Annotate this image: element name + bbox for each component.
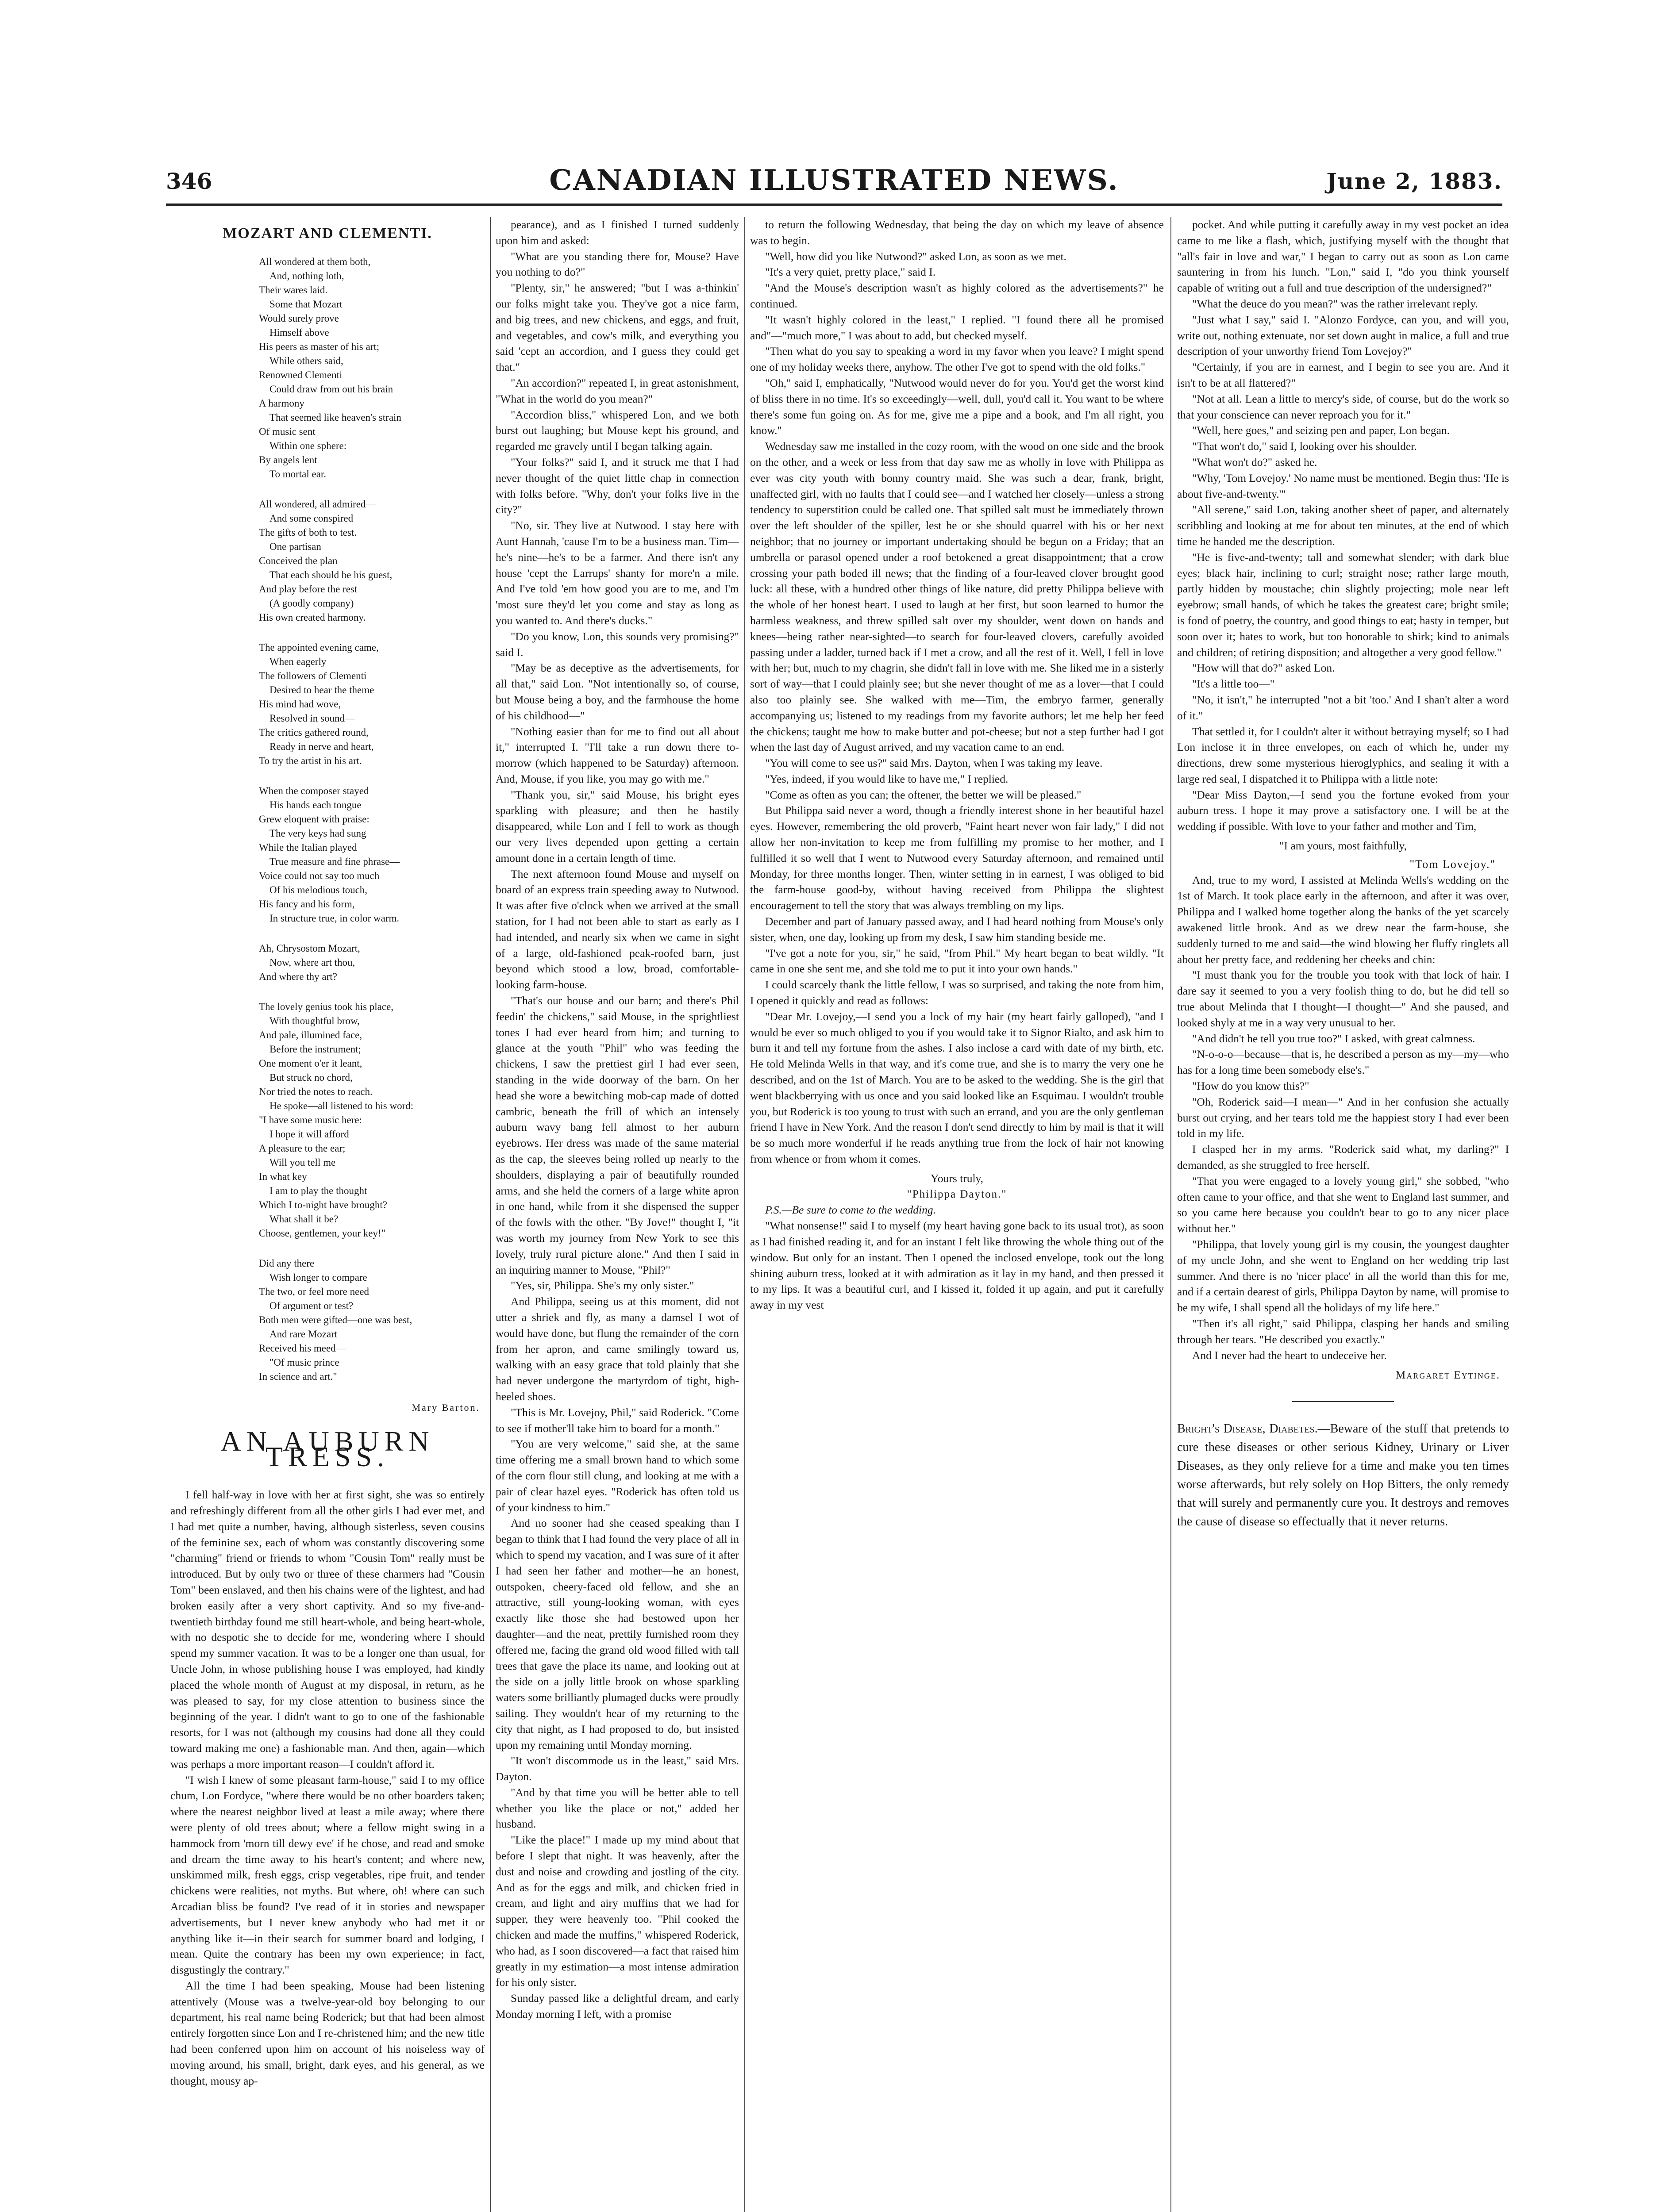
paragraph: "What nonsense!" said I to myself (my heart having gone back to its usual trot), as soon as I had finished reading it, and for an instant I felt like throwing the whole thing out of the window. But only for an instant. Then I opened the inclosed envelope, took out the long shining auburn tress, looked at it with admiration as it lay in my hand, and then pressed it to my lips. It was a beautiful curl, and I kissed it, folded it up again, and put it carefully away in my vest bbox=[750, 1219, 1164, 1312]
paragraph: I fell half-way in love with her at first sight, she was so entirely and refreshingly different from all the other girls I had ever met, and I had met quite a number, having, although sisterless, seven cousins of the feminine sex, each of whom was constantly discovering some "charming" friend or friends to whom "Cousin Tom" really must be introduced. But by only two or three of these charmers had "Cousin Tom" been enslaved, and then his chains were of the lightest, and had broken easily after a very short captivity. And so my five-and-twentieth birthday found me still heart-whole, and being heart-whole, with no despotic she to decide for me, wondering where I should spend my summer vacation. It was to be a longer one than usual, for Uncle John, in whose publishing house I was employed, had kindly placed the whole month of August at my disposal, in return, as he was pleased to say, for my close attention to business since the beginning of the year. I didn't want to go to one of the fashionable resorts, for I was not (although my cousins had done all they could toward making me one) a fashionable man. And then, again—which was perhaps a more important reason—I couldn't afford it. bbox=[170, 1488, 485, 1770]
paragraph: And Philippa, seeing us at this moment, did not utter a shriek and fly, as many a damsel I wot of would have done, but flung the remainder of the corn from her apron, and came smilingly toward us, walking with an easy grace that told plainly that she had never undergone the martyrdom of tight, high-heeled shoes. bbox=[496, 1295, 739, 1403]
poem-line: And pale, illumined face, bbox=[259, 1029, 362, 1041]
column-4 bbox=[1177, 217, 1509, 2212]
poem-line: Could draw from out his brain bbox=[269, 383, 393, 395]
paragraph: pocket. And while putting it carefully away in my vest pocket an idea came to me like a flash, which, justifying myself with the thought that "all's fair in love and war," I began to carry out as soon as Lon came sauntering in from his lunch. "Lon," said I, "do you think yourself capable of writing out a full and true description of the undersigned?" bbox=[1177, 218, 1509, 295]
paragraph: "No, it isn't," he interrupted "not a bit 'too.' And I shan't alter a word of it." bbox=[1177, 693, 1509, 722]
paragraph: "Thank you, sir," said Mouse, his bright eyes sparkling with pleasure; and then he hastily disappeared, while Lon and I fell to work as though our very lives depended upon getting a certain amount done in a certain length of time. bbox=[496, 788, 739, 864]
poem-line: "Of music prince bbox=[269, 1356, 339, 1368]
poem-line: Received his meed— bbox=[259, 1342, 346, 1354]
poem-line: Voice could not say too much bbox=[259, 870, 380, 881]
poem-line: Did any there bbox=[259, 1257, 315, 1269]
poem-line: A pleasure to the ear; bbox=[259, 1142, 346, 1154]
poem-line: Some that Mozart bbox=[269, 298, 343, 310]
paragraph: "He is five-and-twenty; tall and somewhat slender; with dark blue eyes; black hair, inclining to curl; straight nose; rather large mouth, partly hidden by moustache; chin slightly projecting; mole near left eyebrow; small hands, of which he takes the greatest care; bright smile; is fond of poetry, the country, and good things to eat; hasty in temper, but soon over it; hates to work, but too honorable to shirk; kind to animals and children; of retiring disposition; and altogether a very good fellow." bbox=[1177, 550, 1509, 659]
paragraph: "Dear Miss Dayton,—I send you the fortune evoked from your auburn tress. I hope it may prove a satisfactory one. I will be at the wedding if possible. With love to your father and mother and Tim, bbox=[1177, 788, 1509, 833]
paragraph: "Yes, indeed, if you would like to have me," I replied. bbox=[765, 772, 1009, 785]
poem-line: But struck no chord, bbox=[269, 1071, 353, 1083]
paragraph: "Plenty, sir," he answered; "but I was a-thinkin' our folks might take you. They've got a nice farm, and big trees, and new chickens, and eggs, and fruit, and vegetables, and cow's milk, and everything you said 'cept an accordion, and I guess they could get that." bbox=[496, 281, 739, 374]
poem-line: His hands each tongue bbox=[269, 799, 362, 810]
advertisement-text: —Beware of the stuff that pretends to cure these diseases or other serious Kidney, Urinary or Liver Diseases, as they only relieve for a time and make you ten times worse afterwards, but rely solely on Hop Bitters, the only remedy that will surely and permanently cure you. It destroys and removes the cause of disease so effectually that it never returns. bbox=[1177, 1422, 1509, 1529]
letter-closing: Yours truly, bbox=[930, 1171, 984, 1185]
paragraph: "Yes, sir, Philippa. She's my only sister." bbox=[511, 1279, 694, 1292]
poem-line: Before the instrument; bbox=[269, 1043, 361, 1055]
poem-line: The critics gathered round, bbox=[259, 726, 369, 738]
paragraph: "An accordion?" repeated I, in great astonishment, "What in the world do you mean?" bbox=[496, 376, 739, 405]
poem-title: MOZART AND CLEMENTI. bbox=[223, 225, 432, 242]
paragraph: "Do you know, Lon, this sounds very promising?" said I. bbox=[496, 630, 739, 659]
paragraph: I clasped her in my arms. "Roderick said what, my darling?" I demanded, as she struggled to free herself. bbox=[1177, 1143, 1509, 1172]
poem-line: Both men were gifted—one was best, bbox=[259, 1314, 412, 1325]
poem-line: Resolved in sound— bbox=[269, 712, 355, 724]
poem-line: Their wares laid. bbox=[259, 284, 328, 296]
paragraph: "N-o-o-o—because—that is, he described a person as my—my—who has for a long time been somebody else's." bbox=[1177, 1048, 1509, 1077]
paragraph: "And didn't he tell you true too?" I asked, with great calmness. bbox=[1192, 1032, 1475, 1045]
poem-line: A harmony bbox=[259, 397, 304, 409]
paragraph: "It wasn't highly colored in the least," I replied. "I found there all he promised and"—"much more," I was about to add, but checked myself. bbox=[750, 313, 1164, 342]
poem-line: One moment o'er it leant, bbox=[259, 1057, 362, 1069]
poem-line: Renowned Clementi bbox=[259, 369, 343, 380]
poem-line: The gifts of both to test. bbox=[259, 526, 357, 538]
story-author: Margaret Eytinge. bbox=[1396, 1369, 1500, 1382]
paragraph: "How do you know this?" bbox=[1192, 1079, 1309, 1093]
poem-line: And play before the rest bbox=[259, 583, 358, 595]
paragraph: "Well, how did you like Nutwood?" asked Lon, as soon as we met. bbox=[765, 250, 1066, 263]
poem-line: When eagerly bbox=[269, 656, 327, 667]
paragraph: "What won't do?" asked he. bbox=[1192, 455, 1317, 469]
paragraph: Sunday passed like a delightful dream, and early Monday morning I left, with a promise bbox=[496, 1992, 739, 2021]
paragraph: "Dear Mr. Lovejoy,—I send you a lock of my hair (my heart fairly galloped), "and I would be ever so much obliged to you if you would take it to Signor Rialto, and ask him to burn it and tell my fortune from the ashes. I also inclose a card with date of my birth, etc. He told Melinda Wells in that way, and it's come true, and she is to marry the very one he described, and on the 1st of March. You are to be asked to the wedding. She is the girl that went blackberrying with us once and you said looked like an Esquimau. I wouldn't trouble you, but Roderick is too young to trust with such an errand, and you are the only gentleman friend I have in New York. And the reason I don't send directly to him by mail is that it will be so much more wonderful if he reads anything true from the lock of hair not knowing from whence or from whom it comes. bbox=[750, 1010, 1164, 1166]
paragraph: December and part of January passed away, and I had heard nothing from Mouse's only sister, when, one day, looking up from my desk, I saw him standing beside me. bbox=[750, 915, 1164, 944]
paragraph: "Well, here goes," and seizing pen and paper, Lon began. bbox=[1192, 424, 1450, 437]
poem-stanza bbox=[259, 497, 485, 625]
paragraph: "You will come to see us?" said Mrs. Dayton, when I was taking my leave. bbox=[765, 757, 1103, 770]
poem-line: Of his melodious touch, bbox=[269, 884, 368, 895]
paragraph: "Oh," said I, emphatically, "Nutwood would never do for you. You'd get the worst kind of bliss there in no time. It's so exceedingly—well, dull, you'd call it. You want to be where there's some fun going on. As for me, give me a pipe and a book, and I'm all right, you know." bbox=[750, 376, 1164, 437]
column-rule bbox=[744, 217, 745, 2212]
page-header bbox=[166, 150, 1502, 206]
paragraph: "No, sir. They live at Nutwood. I stay here with Aunt Hannah, 'cause I'm to be a business man. Tim—he's nine—he's to be a farmer. And there isn't any house 'cept the Larrups' shanty for more'n a mile. And I've told 'em how good you are to me, and I'm 'most sure they'd let you come and stay as long as you wanted to. And there's ducks." bbox=[496, 519, 739, 627]
poem-line: Wish longer to compare bbox=[269, 1271, 367, 1283]
paragraph: Wednesday saw me installed in the cozy room, with the wood on one side and the brook on the other, and a week or less from that day saw me as wholly in love with Philippa as ever was city youth with bonny country maid. She was such a dear, frank, bright, unaffected girl, with no faults that I could see—and I watched her closely—unless a strong tendency to superstition could be called one. That spilled salt must be immediately thrown over the left shoulder of the spiller, lest he or she should quarrel with his or her next neighbor; that no journey or important undertaking should be begun on a Friday; that an umbrella or parasol opened under a roof betokened a great disappointment; that a crow crossing your path boded ill news; that the finding of a four-leaved clover brought good luck: all these, with a hundred other things of like nature, did pretty Philippa believe with the whole of her honest heart. I used to laugh at her first, but soon learned to humor the harmless weakness, and threw spilled salt over my shoulder, went down on hands and knees—being rather near-sighted—to search for four-leaved clovers, carefully avoided passing under a ladder, turned back if I met a crow, and all the rest of it. Well, I fell in love with her; but, much to my chagrin, she didn't fall in love with me. She liked me in a sisterly sort of way—that I could plainly see; but she never thought of me as a lover—that I could also too plainly see. She walked with me—Tim, the embryo farmer, generally accompanying us; listened to my readings from my favorite authors; let me help her feed the chickens; taught me how to make butter and pot-cheese; but not a step further had I got when the last day of August arrived, and my vacation came to an end. bbox=[750, 440, 1164, 754]
paragraph: pearance), and as I finished I turned suddenly upon him and asked: bbox=[496, 218, 739, 247]
paragraph: "It's a little too—" bbox=[1192, 677, 1275, 691]
poem-stanza bbox=[259, 941, 485, 984]
paragraph: "This is Mr. Lovejoy, Phil," said Roderick. "Come to see if mother'll take him to board for a month." bbox=[496, 1406, 739, 1435]
poem-line: Of music sent bbox=[259, 426, 316, 437]
advertisement-heading: Bright's Disease, Diabetes. bbox=[1177, 1422, 1318, 1436]
column-3 bbox=[750, 217, 1164, 2212]
poem-line: True measure and fine phrase— bbox=[269, 856, 400, 867]
poem-line: He spoke—all listened to his word: bbox=[269, 1100, 414, 1111]
poem-line: Now, where art thou, bbox=[269, 956, 355, 968]
paragraph: "Then it's all right," said Philippa, clasping her hands and smiling through her tears. "He described you exactly." bbox=[1177, 1317, 1509, 1346]
poem-line: Of argument or test? bbox=[269, 1300, 354, 1311]
poem-line: Desired to hear the theme bbox=[269, 684, 374, 695]
poem-line: With thoughtful brow, bbox=[269, 1015, 360, 1026]
poem-line: While the Italian played bbox=[259, 841, 357, 853]
poem-line: While others said, bbox=[269, 355, 343, 366]
letter-postscript: P.S.—Be sure to come to the wedding. bbox=[765, 1203, 936, 1217]
poem-line: And some conspired bbox=[269, 512, 354, 524]
paragraph: "It won't discommode us in the least," said Mrs. Dayton. bbox=[496, 1754, 739, 1783]
paragraph: "Nothing easier than for me to find out all about it," interrupted I. "I'll take a run down there to-morrow (which happened to be Saturday) afternoon. And, Mouse, if you like, you may go with me." bbox=[496, 725, 739, 785]
page-number: 346 bbox=[166, 168, 212, 194]
poem-stanza bbox=[259, 1256, 485, 1384]
poem-line: In science and art." bbox=[259, 1371, 337, 1382]
poem-line: I am to play the thought bbox=[269, 1185, 367, 1196]
poem-line: What shall it be? bbox=[269, 1213, 339, 1225]
poem-line: His fancy and his form, bbox=[259, 898, 355, 910]
letter-signature: "Philippa Dayton." bbox=[907, 1188, 1007, 1200]
paragraph: "Why, 'Tom Lovejoy.' No name must be mentioned. Begin thus: 'He is about five-and-twenty.'" bbox=[1177, 471, 1509, 500]
poem-line: Will you tell me bbox=[269, 1156, 336, 1168]
poem-stanza bbox=[259, 1000, 485, 1240]
paragraph: "It's a very quiet, pretty place," said I. bbox=[765, 265, 936, 279]
poem-line: To mortal ear. bbox=[269, 468, 327, 480]
poem-line: His own created harmony. bbox=[259, 611, 366, 623]
story-body-col4-continued bbox=[1177, 872, 1509, 1363]
poem-line: The lovely genius took his place, bbox=[259, 1001, 394, 1012]
paragraph: "And by that time you will be better able to tell whether you like the place or not," added her husband. bbox=[496, 1786, 739, 1831]
poem-line: In structure true, in color warm. bbox=[269, 912, 400, 924]
paragraph: And, true to my word, I assisted at Melinda Wells's wedding on the 1st of March. It took place early in the afternoon, and after it was over, Philippa and I walked home together along the banks of the yet scarcely awakened little brook. And as we drew near the farm-house, she suddenly turned to me and said—the wind blowing her fluffy ringlets all about her pretty face, and reddening her cheeks and chin: bbox=[1177, 873, 1509, 966]
paragraph: "I must thank you for the trouble you took with that lock of hair. I dare say it seemed to you a very foolish thing to do, but he did tell so true about Melinda that I thought—I thought—" And she paused, and looked shyly at me in a way very unusual to her. bbox=[1177, 968, 1509, 1029]
poem-line: All wondered, all admired— bbox=[259, 498, 376, 510]
fortune-signature: "Tom Lovejoy." bbox=[1409, 857, 1496, 871]
advertisement bbox=[1177, 1420, 1509, 1531]
paragraph: "That won't do," said I, looking over his shoulder. bbox=[1192, 440, 1417, 453]
section-divider bbox=[1292, 1401, 1394, 1402]
poem-line: When the composer stayed bbox=[259, 785, 369, 796]
paragraph: I could scarcely thank the little fellow, I was so surprised, and taking the note from him, I opened it quickly and read as follows: bbox=[750, 978, 1164, 1007]
paragraph: "All serene," said Lon, taking another sheet of paper, and alternately scribbling and looking at me for about ten minutes, at the end of which time he handed me the description. bbox=[1177, 503, 1509, 548]
poem-line: To try the artist in his art. bbox=[259, 755, 362, 766]
paragraph: "Then what do you say to speaking a word in my favor when you leave? I might spend one of my holiday weeks there, anyhow. The other I've got to spend with the old folks." bbox=[750, 345, 1164, 374]
story-body-col3-continued bbox=[750, 1218, 1164, 1313]
poem-line: And where thy art? bbox=[259, 971, 337, 982]
poem-line: The followers of Clementi bbox=[259, 670, 367, 681]
paragraph: All the time I had been speaking, Mouse had been listening attentively (Mouse was a twelve-year-old boy belonging to our department, his real name being Roderick; but that had been almost entirely forgotten since Lon and I re-christened him; and the new title had been conferred upon him on account of his noiseless way of moving around, his small, bright, dark eyes, and his general, as we thought, mousy ap- bbox=[170, 1979, 485, 2087]
column-1 bbox=[170, 217, 485, 2212]
masthead-title: CANADIAN ILLUSTRATED NEWS. bbox=[549, 164, 1119, 197]
paragraph: "You are very welcome," said she, at the same time offering me a small brown hand to which some of the corn flour still clung, and looking at me with a pair of clear hazel eyes. "Roderick has often told us of your kindness to him." bbox=[496, 1437, 739, 1514]
paragraph: "Philippa, that lovely young girl is my cousin, the youngest daughter of my uncle John, and she went to England on her wedding trip last summer. And there is no 'nicer place' in all the world than this for me, and if a certain dearest of girls, Philippa Dayton by name, will promise to be my wife, I shall spend all the holidays of my life here." bbox=[1177, 1238, 1509, 1314]
poem-line: I hope it will afford bbox=[269, 1128, 349, 1140]
column-rule bbox=[1170, 217, 1171, 2212]
paragraph: "That's our house and our barn; and there's Phil feedin' the chickens," said Mouse, in the sprightliest tones I had ever heard from him; and turning to glance at the youth "Phil" who was feeding the chickens, I saw the prettiest girl I had ever seen, standing in the wide doorway of the barn. On her head she wore a bewitching mob-cap made of dotted cambric, beneath the frill of which an intensely auburn wavy bang fell almost to her auburn eyebrows. Her dress was made of the same material as the cap, the sleeves being rolled up nearly to the shoulders, displaying a pair of beautifully rounded arms, and she held the corners of a large white apron in one hand, while from it she dispensed the supper of the fowls with the other. "By Jove!" thought I, "it was worth my journey from New York to see this lovely, truly rural picture alone." And then I said in an inquiring manner to Mouse, "Phil?" bbox=[496, 994, 739, 1276]
poem-line: The two, or feel more need bbox=[259, 1286, 370, 1297]
paragraph: "And the Mouse's description wasn't as highly colored as the advertisements?" he continued. bbox=[750, 281, 1164, 310]
poem-line: Would surely prove bbox=[259, 312, 339, 324]
poem-line: Ready in nerve and heart, bbox=[269, 741, 374, 752]
poem-stanza bbox=[259, 641, 485, 768]
poem-line: Choose, gentlemen, your key!" bbox=[259, 1227, 385, 1239]
poem-line: "I have some music here: bbox=[259, 1114, 362, 1125]
paragraph: "Come as often as you can; the oftener, the better we will be pleased." bbox=[765, 788, 1082, 801]
paragraph: "Oh, Roderick said—I mean—" And in her confusion she actually burst out crying, and her tears told me the happiest story I had ever been told in my life. bbox=[1177, 1095, 1509, 1140]
paragraph: "How will that do?" asked Lon. bbox=[1192, 661, 1335, 675]
paragraph: "Not at all. Lean a little to mercy's side, of course, but do the work so that your conscience can never reproach you for it." bbox=[1177, 392, 1509, 421]
paragraph: But Philippa said never a word, though a friendly interest shone in her beautiful hazel eyes. However, remembering the old proverb, "Faint heart never won fair lady," I did not allow her non-invitation to keep me from fulfilling my promise to her mother, and I fulfilled it so well that I went to Nutwood every Saturday afternoon, and remained until Monday, for three months longer. Then, winter setting in in earnest, I was obliged to bid the farm-house good-by, without having received from Philippa the slightest encouragement to tell the story that was always trembling on my lips. bbox=[750, 804, 1164, 912]
paragraph: "Just what I say," said I. "Alonzo Fordyce, can you, and will you, write out, nothing extenuate, nor set down aught in malice, a full and true description of your unworthy friend Tom Lovejoy?" bbox=[1177, 313, 1509, 358]
story-body-col1 bbox=[170, 1487, 485, 2089]
issue-date: June 2, 1883. bbox=[1326, 168, 1502, 194]
paragraph: That settled it, for I couldn't alter it without betraying myself; so I had Lon inclose it in three envelopes, on each of which he, under my directions, drew some mysterious hieroglyphics, and sealing it with a large red seal, I dispatched it to Philippa with a little note: bbox=[1177, 725, 1509, 785]
poem-line: The very keys had sung bbox=[269, 827, 366, 839]
column-2 bbox=[496, 217, 739, 2212]
poem-line: That each should be his guest, bbox=[269, 569, 393, 580]
poem-line: Himself above bbox=[269, 326, 329, 338]
paragraph: "Certainly, if you are in earnest, and I begin to see you are. And it isn't to be at all flattered?" bbox=[1177, 361, 1509, 389]
fortune-closing: "I am yours, most faithfully, bbox=[1279, 839, 1407, 853]
poem-line: Grew eloquent with praise: bbox=[259, 813, 370, 825]
poem-line: Nor tried the notes to reach. bbox=[259, 1086, 373, 1097]
poem-line: That seemed like heaven's strain bbox=[269, 411, 401, 423]
story-body-col4 bbox=[1177, 217, 1509, 834]
paragraph: "Like the place!" I made up my mind about that before I slept that night. It was heavenly, after the dust and noise and crowding and jostling of the city. And as for the eggs and milk, and chicken fried in cream, and light and airy muffins that we had for supper, they were heavenly too. "Phil cooked the chicken and made the muffins," whispered Roderick, who had, as I soon discovered—a fact that raised him greatly in my estimation—a most intense admiration for his only sister. bbox=[496, 1833, 739, 1989]
paragraph: "What the deuce do you mean?" was the rather irrelevant reply. bbox=[1192, 297, 1478, 310]
story-title: AN AUBURN TRESS. bbox=[220, 1425, 435, 1473]
poem-line: All wondered at them both, bbox=[259, 256, 371, 267]
poem-line: Within one sphere: bbox=[269, 440, 347, 451]
poem-line: His peers as master of his art; bbox=[259, 341, 380, 352]
paragraph: "I've got a note for you, sir," he said, "from Phil." My heart began to beat wildly. "It came in one she sent me, and she told me to put it into your own hands." bbox=[750, 946, 1164, 975]
poem-line: And rare Mozart bbox=[269, 1328, 338, 1340]
poem-stanza bbox=[259, 784, 485, 926]
poem-line: By angels lent bbox=[259, 454, 317, 465]
paragraph: And I never had the heart to undeceive her. bbox=[1192, 1348, 1387, 1362]
paragraph: And no sooner had she ceased speaking than I began to think that I had found the very place of all in which to spend my vacation, and I was sure of it after I had seen her father and mother—he an honest, outspoken, cheery-faced old fellow, and she an attractive, still young-looking woman, with eyes exactly like those she had bestowed upon her daughter—and the neat, prettily furnished room they offered me, facing the grand old wood filled with tall trees that gave the place its name, and looking out at the side on a jolly little brook on whose sparkling waters some brilliantly plumaged ducks were proudly sailing. They wouldn't hear of my returning to the city that night, as I had proposed to do, but insisted upon my remaining until Monday morning. bbox=[496, 1517, 739, 1751]
poem-line: In what key bbox=[259, 1171, 307, 1182]
paragraph: "Accordion bliss," whispered Lon, and we both burst out laughing; but Mouse kept his ground, and regarded me gravely until I began talking again. bbox=[496, 408, 739, 453]
poem-line: His mind had wove, bbox=[259, 698, 341, 710]
poem-line: Conceived the plan bbox=[259, 555, 338, 566]
paragraph: "May be as deceptive as the advertisements, for all that," said Lon. "Not intentionally so, of course, but Mouse being a boy, and the farmhouse the home of his childhood—" bbox=[496, 661, 739, 722]
poem-line: The appointed evening came, bbox=[259, 641, 379, 653]
poem-author: Mary Barton. bbox=[412, 1402, 480, 1413]
paragraph: "Your folks?" said I, and it struck me that I had never thought of the quiet little chap in connection with folks before. "Why, don't your folks live in the city?" bbox=[496, 455, 739, 516]
story-body-col3 bbox=[750, 217, 1164, 1167]
poem-line: And, nothing loth, bbox=[269, 270, 344, 281]
poem-stanza bbox=[259, 255, 485, 481]
paragraph: "That you were engaged to a lovely young girl," she sobbed, "who often came to your office, and that she went to England last summer, and so you came here because you couldn't bear to go to any nicer place without her." bbox=[1177, 1174, 1509, 1235]
poem-body bbox=[170, 255, 485, 1384]
paragraph: The next afternoon found Mouse and myself on board of an express train speeding away to Nutwood. It was after five o'clock when we arrived at the small station, for I had not been able to start as early as I had intended, and nearly six when we came in sight of a large, old-fashioned peak-roofed barn, just beyond which stood a low, broad, comfortable-looking farm-house. bbox=[496, 867, 739, 991]
paragraph: "What are you standing there for, Mouse? Have you nothing to do?" bbox=[496, 250, 739, 279]
paragraph: to return the following Wednesday, that being the day on which my leave of absence was to begin. bbox=[750, 218, 1164, 247]
poem-line: One partisan bbox=[269, 541, 321, 552]
poem-line: (A goodly company) bbox=[269, 597, 354, 609]
paragraph: "I wish I knew of some pleasant farm-house," said I to my office chum, Lon Fordyce, "where there would be no other boarders taken; where the nearest neighbor lived at least a mile away; where there were plenty of old trees about; where a fellow might swing in a hammock from 'morn till dewy eve' if he chose, and read and smoke and dream the time away to his heart's content; and where new, unskimmed milk, fresh eggs, crisp vegetables, ripe fruit, and tender chickens were realities, not myths. But where, oh! where can such Arcadian bliss be found? I've read of it in stories and newspaper advertisements, but I never knew anybody who had met it or anything like it—in their search for summer board and lodging, I mean. Quite the contrary has been my own experience; in fact, disgustingly the contrary." bbox=[170, 1773, 485, 1977]
poem-line: Which I to-night have brought? bbox=[259, 1199, 387, 1210]
column-rule bbox=[490, 217, 491, 2212]
poem-line: Ah, Chrysostom Mozart, bbox=[259, 942, 360, 954]
